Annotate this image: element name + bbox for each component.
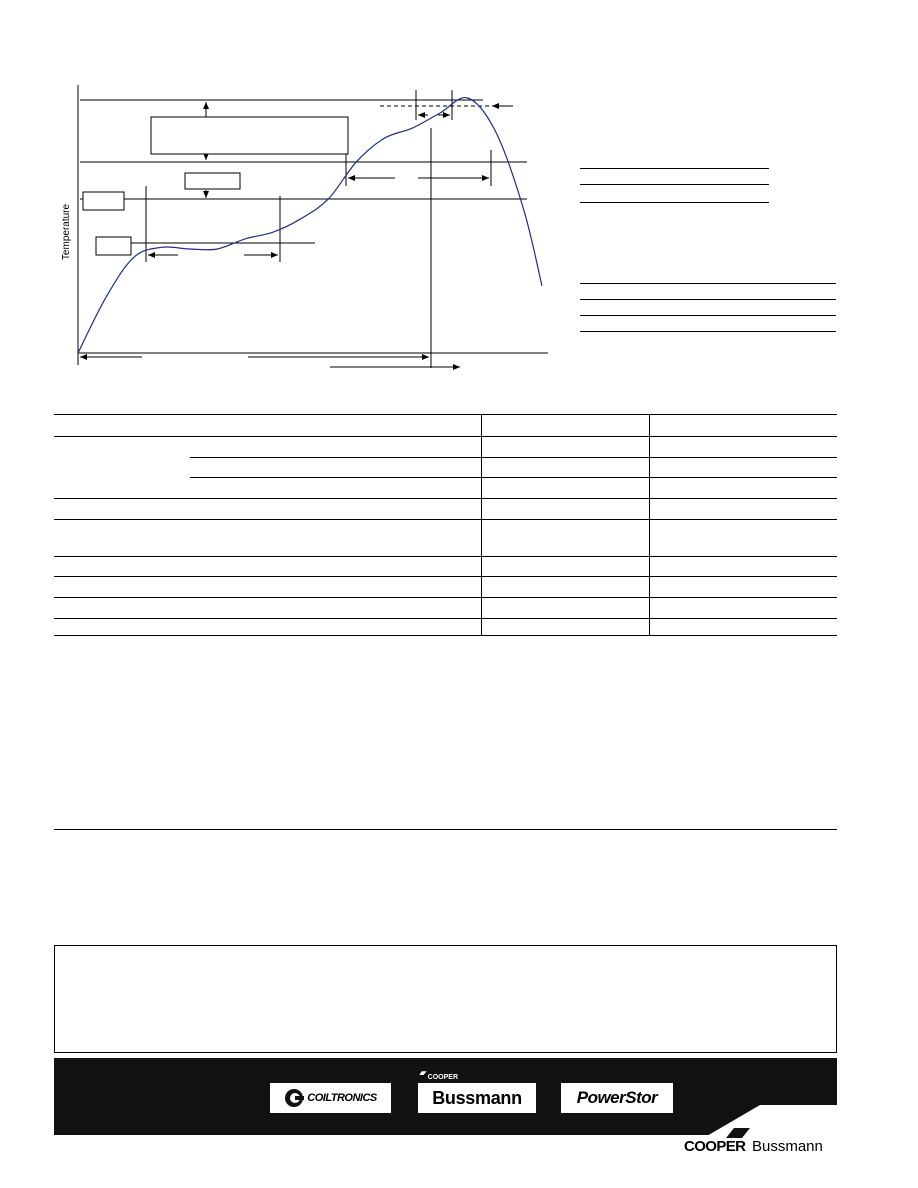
bussmann-wordmark: Bussmann <box>432 1087 522 1108</box>
table-row-rule <box>54 635 837 636</box>
cooper-bussmann-logo <box>684 1128 836 1158</box>
table-row-rule <box>54 597 837 598</box>
preheat-delta-label-box <box>185 173 240 189</box>
notice-box <box>54 945 837 1053</box>
cooper-small-mark <box>418 1065 458 1081</box>
table-column-rule <box>481 414 482 635</box>
table-row-rule <box>54 519 837 520</box>
preheat-max-label-box <box>83 192 124 210</box>
coiltronics-wordmark: COILTRONICS <box>307 1092 377 1104</box>
coiltronics-c-icon <box>284 1088 304 1108</box>
table-row-rule <box>54 618 837 619</box>
table-row-rule <box>54 498 837 499</box>
ramp-label-box <box>151 117 348 154</box>
bussmann-company-wordmark: Bussmann <box>752 1138 823 1155</box>
legend-rule <box>580 315 836 316</box>
legend-rule <box>580 299 836 300</box>
legend-rule <box>580 184 769 185</box>
y-axis-label: Temperature <box>61 203 72 261</box>
legend-rule <box>580 202 769 203</box>
reflow-profile-chart <box>0 0 918 400</box>
cooper-small-wordmark: COOPER <box>427 1074 458 1081</box>
table-row-rule <box>54 414 837 415</box>
cooper-wordmark: COOPER <box>684 1138 746 1155</box>
table-column-rule <box>649 414 650 635</box>
bussmann-logo <box>418 1083 536 1113</box>
cooper-flag-icon <box>418 1069 427 1081</box>
preheat-min-label-box <box>96 237 131 255</box>
table-row-rule <box>54 556 837 557</box>
table-row-rule <box>54 576 837 577</box>
table-row-rule <box>190 477 837 478</box>
legend-rule <box>580 331 836 332</box>
table-row-rule <box>190 457 837 458</box>
section-divider <box>54 829 837 830</box>
legend-rule <box>580 168 769 169</box>
coiltronics-logo <box>270 1083 391 1113</box>
table-row-rule <box>54 436 837 437</box>
powerstor-logo <box>561 1083 673 1113</box>
powerstor-wordmark: PowerStor <box>576 1088 658 1107</box>
legend-rule <box>580 283 836 284</box>
